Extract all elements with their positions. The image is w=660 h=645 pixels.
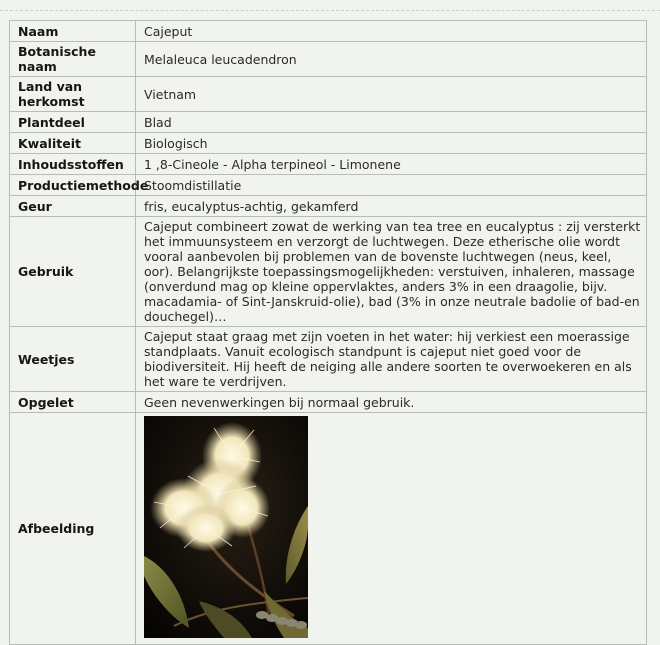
table-row [10, 133, 647, 154]
row-value-weetjes: Cajeput staat graag met zijn voeten in het water: hij verkiest een moerassige standplaats. Vanuit ecologisch standpunt is cajeput niet goed voor de biodiversiteit. Hij heeft de neiging alle andere soorten te overwoekeren en als het ware te verdrijven. [136, 327, 647, 392]
row-value-kwaliteit: Biologisch [136, 133, 647, 154]
row-value-productiemethode: Stoomdistillatie [136, 175, 647, 196]
table-row [10, 77, 647, 112]
row-label-opgelet: Opgelet [10, 392, 136, 413]
table-row [10, 392, 647, 413]
row-value-opgelet: Geen nevenwerkingen bij normaal gebruik. [136, 392, 647, 413]
row-value-afbeelding [136, 413, 647, 645]
product-info-sheet [9, 20, 647, 645]
table-row [10, 42, 647, 77]
row-value-naam: Cajeput [136, 21, 647, 42]
row-label-gebruik: Gebruik [10, 217, 136, 327]
row-value-land-van-herkomst: Vietnam [136, 77, 647, 112]
row-label-naam: Naam [10, 21, 136, 42]
row-label-weetjes: Weetjes [10, 327, 136, 392]
row-label-land-van-herkomst: Land van herkomst [10, 77, 136, 112]
table-row [10, 327, 647, 392]
table-row [10, 154, 647, 175]
table-row [10, 413, 647, 645]
row-value-botanische-naam: Melaleuca leucadendron [136, 42, 647, 77]
row-label-kwaliteit: Kwaliteit [10, 133, 136, 154]
row-label-productiemethode: Productiemethode [10, 175, 136, 196]
row-label-afbeelding: Afbeelding [10, 413, 136, 645]
table-row [10, 175, 647, 196]
row-value-geur: fris, eucalyptus-achtig, gekamferd [136, 196, 647, 217]
row-value-inhoudsstoffen: 1 ,8-Cineole - Alpha terpineol - Limonene [136, 154, 647, 175]
product-info-table [9, 20, 647, 645]
row-label-plantdeel: Plantdeel [10, 112, 136, 133]
row-value-plantdeel: Blad [136, 112, 647, 133]
row-label-geur: Geur [10, 196, 136, 217]
table-row [10, 196, 647, 217]
table-row [10, 112, 647, 133]
row-label-inhoudsstoffen: Inhoudsstoffen [10, 154, 136, 175]
table-row [10, 217, 647, 327]
row-value-gebruik: Cajeput combineert zowat de werking van tea tree en eucalyptus : zij versterkt het immuunsysteem en verzorgt de luchtwegen. Deze etherische olie wordt vooral aanbevolen bij problemen van de bovenste luchtwegen (neus, keel, oor). Belangrijkste toepassingsmogelijkheden: verstuiven, inhaleren, massage (onverdund mag op kleine oppervlaktes, anders 3% in een draagolie, bijv. macadamia- of Sint-Janskruid-olie), bad (3% in onze neutrale badolie of bad-en douchegel)… [136, 217, 647, 327]
row-label-botanische-naam: Botanische naam [10, 42, 136, 77]
table-row [10, 21, 647, 42]
melaleuca-flower-photo [144, 416, 308, 638]
page-edge-line [0, 10, 660, 12]
